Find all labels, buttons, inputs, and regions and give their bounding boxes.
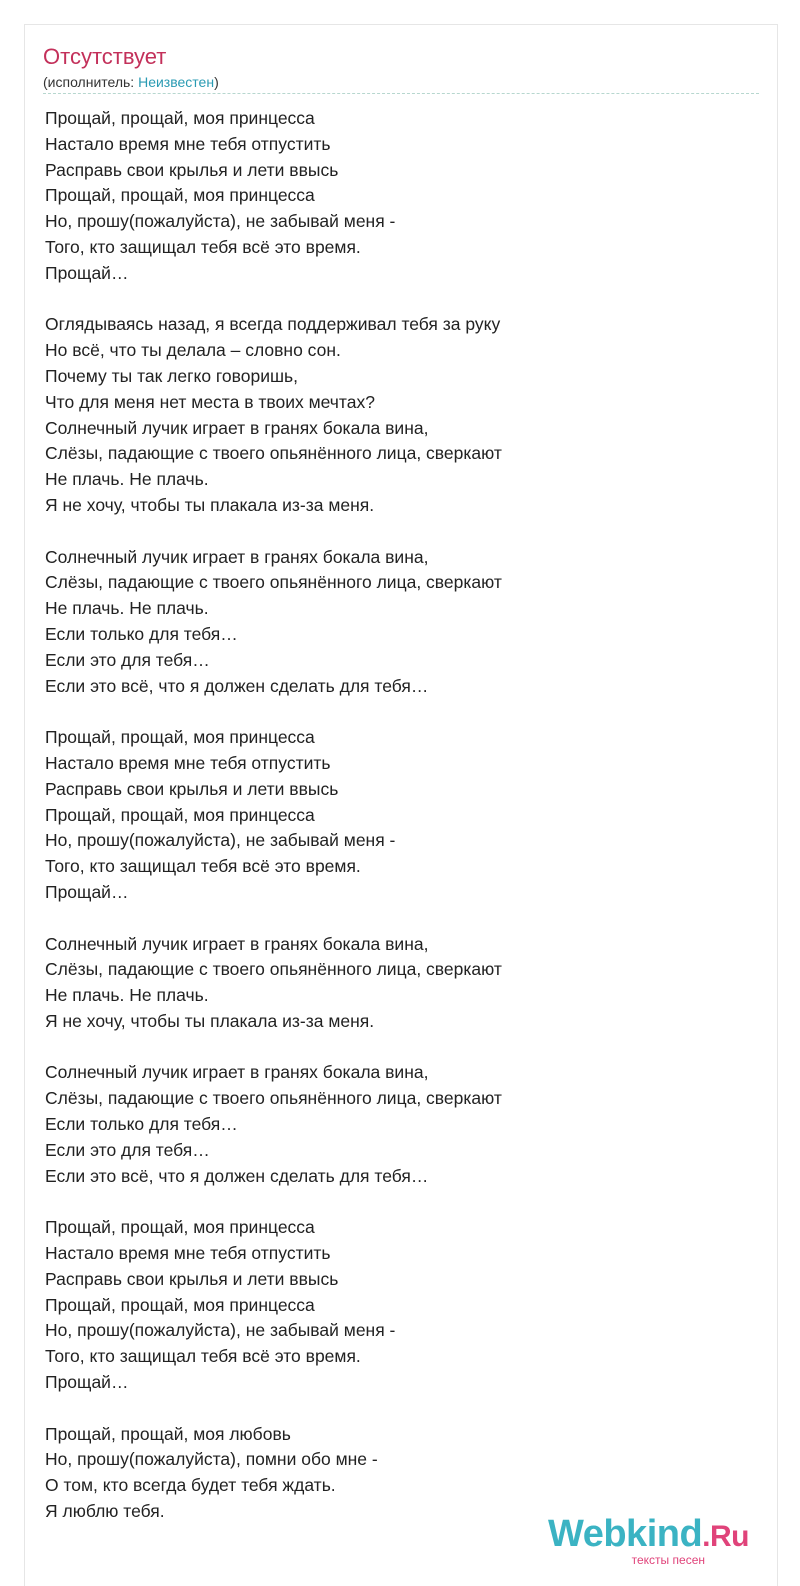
artist-link[interactable]: Неизвестен xyxy=(138,74,215,90)
lyric-line: Прощай, прощай, моя принцесса xyxy=(45,1294,315,1315)
lyrics-text xyxy=(45,106,745,1525)
lyric-line: Прощай, прощай, моя принцесса xyxy=(45,804,315,825)
lyric-line: Если это всё, что я должен сделать для тебя… xyxy=(45,675,429,696)
artist-suffix: ) xyxy=(214,74,219,90)
lyric-line: Прощай, прощай, моя любовь xyxy=(45,1423,291,1444)
lyric-line: Я не хочу, чтобы ты плакала из-за меня. xyxy=(45,494,375,515)
lyrics-page xyxy=(24,24,778,1586)
logo-tagline: тексты песен xyxy=(631,1553,705,1567)
lyric-line: Если это для тебя… xyxy=(45,1139,210,1160)
artist-prefix: (исполнитель: xyxy=(43,74,139,90)
lyric-line: Расправь свои крылья и лети ввысь xyxy=(45,1268,339,1289)
lyric-line: Того, кто защищал тебя всё это время. xyxy=(45,1346,361,1367)
logo-tld: .Ru xyxy=(702,1520,749,1553)
lyric-line: Прощай… xyxy=(45,881,129,902)
lyric-line: Настало время мне тебя отпустить xyxy=(45,1243,331,1264)
lyric-line: Не плачь. Не плачь. xyxy=(45,985,209,1006)
dashed-divider xyxy=(43,93,759,94)
lyric-line: Слёзы, падающие с твоего опьянённого лица, сверкают xyxy=(45,1088,502,1109)
stanza-break xyxy=(45,699,745,725)
lyric-line: Прощай, прощай, моя принцесса xyxy=(45,185,315,206)
lyric-line: Прощай, прощай, моя принцесса xyxy=(45,727,315,748)
lyric-line: Что для меня нет места в твоих мечтах? xyxy=(45,391,375,412)
site-logo[interactable] xyxy=(548,1515,749,1566)
lyric-line: Прощай… xyxy=(45,1372,129,1393)
lyric-line: Солнечный лучик играет в гранях бокала вина, xyxy=(45,1062,429,1083)
lyric-line: Но, прошу(пожалуйста), не забывай меня - xyxy=(45,211,396,232)
lyric-line: Если это для тебя… xyxy=(45,649,210,670)
lyric-line: Расправь свои крылья и лети ввысь xyxy=(45,159,339,180)
lyric-line: Настало время мне тебя отпустить xyxy=(45,752,331,773)
lyric-line: О том, кто всегда будет тебя ждать. xyxy=(45,1475,336,1496)
lyric-line: Если это всё, что я должен сделать для тебя… xyxy=(45,1165,429,1186)
stanza-break xyxy=(45,906,745,932)
lyric-line: Но, прошу(пожалуйста), не забывай меня - xyxy=(45,830,396,851)
lyric-line: Прощай, прощай, моя принцесса xyxy=(45,108,315,128)
lyric-line: Солнечный лучик играет в гранях бокала вина, xyxy=(45,417,429,438)
lyric-line: Если только для тебя… xyxy=(45,623,238,644)
lyric-line: Не плачь. Не плачь. xyxy=(45,598,209,619)
lyric-line: Слёзы, падающие с твоего опьянённого лица, сверкают xyxy=(45,572,502,593)
artist-line xyxy=(43,73,219,91)
lyric-line: Того, кто защищал тебя всё это время. xyxy=(45,856,361,877)
lyric-line: Слёзы, падающие с твоего опьянённого лица, сверкают xyxy=(45,959,502,980)
song-title: Отсутствует xyxy=(43,44,167,69)
logo-name: Webkind xyxy=(548,1513,703,1555)
lyric-line: Почему ты так легко говоришь, xyxy=(45,365,299,386)
lyric-line: Того, кто защищал тебя всё это время. xyxy=(45,236,361,257)
lyric-line: Оглядываясь назад, я всегда поддерживал тебя за руку xyxy=(45,314,501,335)
stanza-break xyxy=(45,519,745,545)
lyric-line: Но, прошу(пожалуйста), не забывай меня - xyxy=(45,1320,396,1341)
lyric-line: Прощай… xyxy=(45,262,129,283)
logo-wordmark xyxy=(548,1515,749,1556)
stanza-break xyxy=(45,1189,745,1215)
lyric-line: Слёзы, падающие с твоего опьянённого лица, сверкают xyxy=(45,443,502,464)
lyric-line: Солнечный лучик играет в гранях бокала вина, xyxy=(45,546,429,567)
lyric-line: Прощай, прощай, моя принцесса xyxy=(45,1217,315,1238)
lyric-line: Солнечный лучик играет в гранях бокала вина, xyxy=(45,933,429,954)
lyric-line: Если только для тебя… xyxy=(45,1114,238,1135)
lyric-line: Расправь свои крылья и лети ввысь xyxy=(45,778,339,799)
stanza-break xyxy=(45,287,745,313)
lyric-line: Я люблю тебя. xyxy=(45,1501,165,1522)
lyric-line: Но всё, что ты делала – словно сон. xyxy=(45,340,341,361)
lyric-line: Но, прошу(пожалуйста), помни обо мне - xyxy=(45,1449,378,1470)
lyric-line: Не плачь. Не плачь. xyxy=(45,469,209,490)
lyric-line: Настало время мне тебя отпустить xyxy=(45,133,331,154)
stanza-break xyxy=(45,1035,745,1061)
lyric-line: Я не хочу, чтобы ты плакала из-за меня. xyxy=(45,1010,375,1031)
stanza-break xyxy=(45,1396,745,1422)
